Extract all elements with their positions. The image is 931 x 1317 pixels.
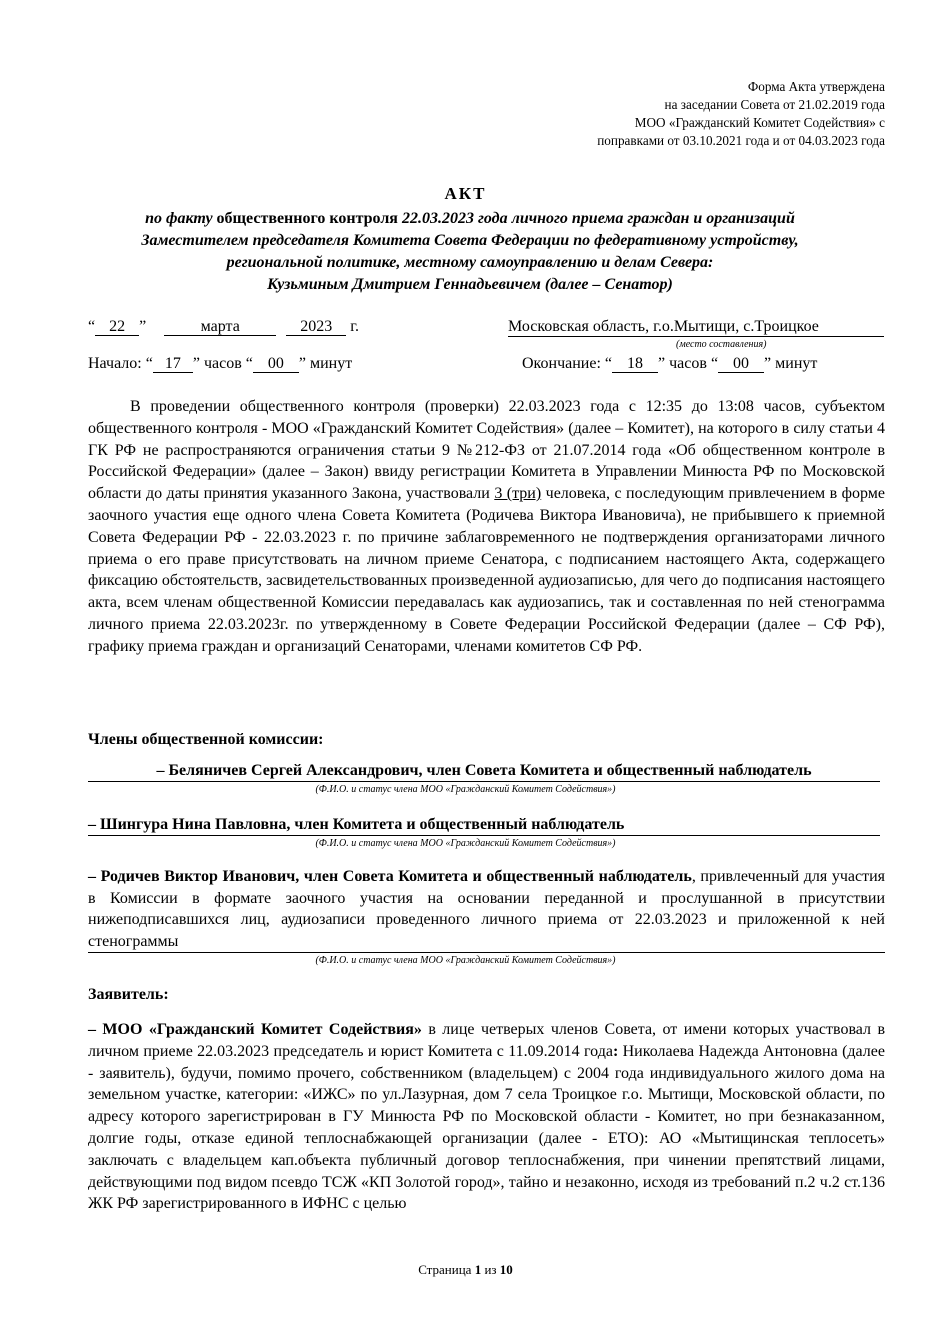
member-name: – Родичев Виктор Иванович, член Совета Комитета и общественный наблюдатель [88,868,692,885]
approval-line: Форма Акта утверждена [747,79,885,94]
end-hours-label: часов [669,355,707,372]
member-caption: (Ф.И.О. и статус члена МОО «Гражданский Комитет Содействия») [315,838,616,849]
date-suffix: г. [350,318,359,335]
document-subtitle [60,208,880,296]
approval-line: на заседании Совета от 21.02.2019 года [664,97,885,112]
applicant-text: в лице четверых членов Совета, от имени которых участвовал в личном приеме 22.03.2023 председатель и юрист Комитета с 11.09.2014 года [88,1021,886,1060]
subtitle-part: 22.03.2023 года личного приема граждан и организаций [397,210,795,227]
page-footer [0,1262,931,1278]
end-minutes: 00 [718,355,764,373]
participants-count: 3 (три) [494,485,542,503]
subtitle-part: по факту [145,210,217,227]
subtitle-part: общественного контроля [216,210,398,227]
end-time: Окончание: “ 18 ” часов “ 00 ” минут [522,355,818,372]
applicant-heading: Заявитель: [88,986,169,1003]
member-caption: (Ф.И.О. и статус члена МОО «Гражданский Комитет Содействия») [315,955,616,966]
commission-member: – Беляничев Сергей Александрович, член Совета Комитета и общественный наблюдатель [88,761,880,782]
date-year: 2023 [286,318,346,336]
approval-note [597,78,885,150]
place-caption: (место составления) [676,339,767,350]
start-time: Начало: “ 17 ” часов “ 00 ” минут [88,355,353,372]
date-month: марта [164,318,276,336]
member-caption: (Ф.И.О. и статус члена МОО «Гражданский Комитет Содействия») [315,784,616,795]
commission-heading: Члены общественной комиссии: [88,731,324,748]
date-day: 22 [95,318,139,336]
end-label: Окончание: [522,355,601,372]
footer-text: Страница [418,1262,475,1277]
applicant-colon: : [612,1042,619,1060]
start-minutes: 00 [253,355,299,373]
applicant-paragraph [88,1019,885,1215]
commission-member: – Шингура Нина Павловна, член Комитета и общественный наблюдатель [88,815,880,836]
date-row: “ 22 ” марта 2023 г. [88,318,359,335]
approval-line: поправками от 03.10.2021 года и от 04.03.2023 года [597,133,885,148]
applicant-text: Николаева Надежда Антоновна (далее - заявитель), будучи, помимо прочего, собственником (владельцем) с 2004 года индивидуального жилого дома на земельном участке, категории: «ИЖС» по ул.Лазурная, дом 7 села Троицкое г.о. Мытищи, Московской области, по адресу которого зарегистрирован в ГУ Минюста РФ по Московской области - Комитет, но при безнаказанном, долгие годы, отказе единой теплоснабжающей организации (далее - ЕТО): АО «Мытищинская теплосеть» заключать с владельцем кап.объекта публичный договор теплоснабжения, при чинении препятствий лицами, действующими под видом псевдо ТСЖ «КП Золотой город», тайно и незаконно, исходя из требований п.2 ч.2 ст.136 ЖК РФ зарегистрированного в ИФНС с целью [88,1042,885,1213]
approval-line: МОО «Гражданский Комитет Содействия» с [634,115,885,130]
start-minutes-label: минут [309,355,353,372]
main-text: В проведении общественного контроля (проверки) 22.03.2023 года с 12:35 до 13:08 часов, субъектом общественного контроля - МОО «Гражданский Комитет Содействия» (далее – Комитет), на которого в силу статьи 4 ГК РФ не распространяются ограничения статьи 9 №212-ФЗ от 21.07.2014 года «Об общественном контроле в Российской Федерации» (далее – Закон) ввиду регистрации Комитета в Управлении Минюста РФ по Московской области до даты принятия указанного Закона, участвовали [88,398,885,503]
subtitle-line: Кузьминым Дмитрием Геннадьевичем (далее – Сенатор) [267,276,673,293]
applicant-name: – МОО «Гражданский Комитет Содействия» [88,1021,422,1038]
main-text: человека, с последующим привлечением в форме заочного участия еще одного члена Совета Комитета (Родичева Виктора Ивановича), не прибывшего к приемной Совета Федерации РФ - 22.03.2023 г. по причине заблаговременного не подтверждения организаторами личного приема о его праве присутствовать на личном приеме Сенатора, с подписанием настоящего Акта, содержащего фиксацию обстоятельств, засвидетельствованных произведенной аудиозаписью, для чего до подписания настоящего акта, всем членам общественной Комиссии передавалась как аудиозапись, так и составленная по ней стенограмма личного приема 22.03.2023г. по утвержденному в Совете Федерации Российской Федерации (далее – СФ РФ), графику приема граждан и организаций Сенаторами, членами комитетов СФ РФ. [88,485,886,655]
member-details: , привлеченный для участия в Комиссии в формате заочного участия на основании переданной и прослушанной в присутствии нижеподписавшихся лиц, аудиозаписи проведенного личного приема от 22.03.2023 и приложенной к ней стенограммы [88,868,886,950]
start-hours: 17 [153,355,193,373]
place-value: Московская область, г.о.Мытищи, с.Троицкое [508,318,884,337]
subtitle-line: региональной политике, местному самоуправлению и делам Севера: [226,254,714,271]
end-minutes-label: минут [775,355,818,372]
end-hours: 18 [612,355,658,373]
commission-member [88,866,885,953]
page-number: 1 [474,1262,482,1277]
page-total: 10 [499,1262,513,1277]
document-title: АКТ [444,184,487,203]
main-paragraph [88,396,885,658]
start-label: Начало: [88,355,142,372]
footer-text: из [481,1262,500,1277]
subtitle-line [60,208,880,230]
subtitle-line: Заместителем председателя Комитета Совета Федерации по федеративному устройству, [141,232,799,249]
start-hours-label: часов [203,355,242,372]
